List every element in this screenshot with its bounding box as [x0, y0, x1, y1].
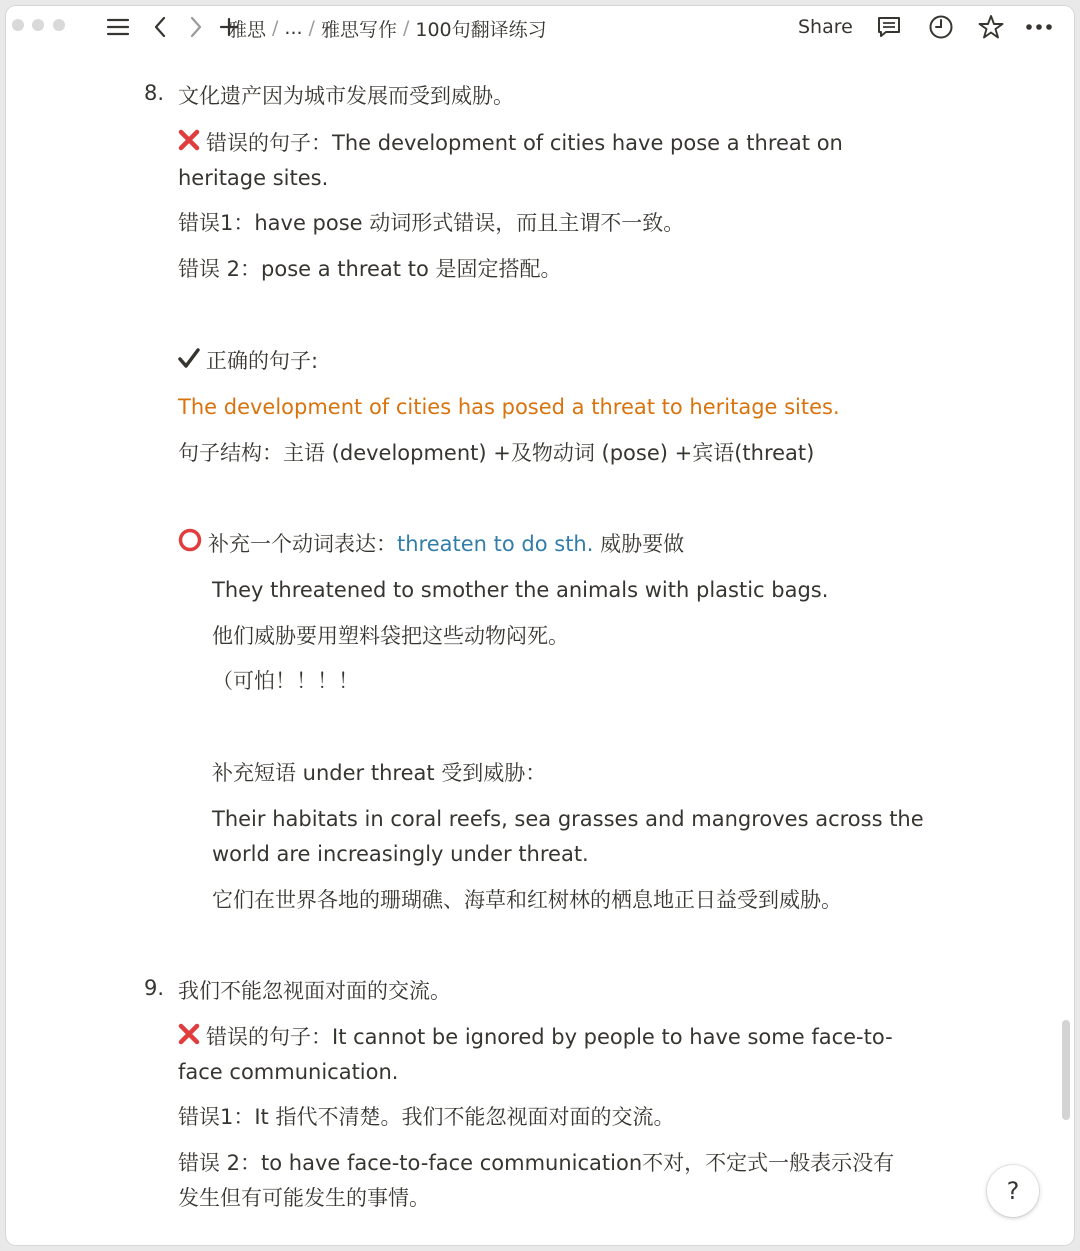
- list-item-number: 9.: [144, 976, 165, 1000]
- breadcrumb-separator: /: [272, 17, 279, 39]
- history-icon[interactable]: [926, 14, 956, 40]
- scrollbar-thumb[interactable]: [1062, 1020, 1070, 1120]
- supplement-label: 补充一个动词表达：: [208, 532, 397, 556]
- page-content: [6, 50, 1074, 1245]
- cross-mark-icon: [178, 1021, 200, 1056]
- item8-title: 文化遗产因为城市发展而受到威胁。: [178, 84, 514, 108]
- breadcrumb-item[interactable]: ...: [284, 17, 303, 39]
- correct-label: 正确的句子:: [206, 349, 319, 373]
- item9-title: 我们不能忽视面对面的交流。: [178, 979, 451, 1003]
- sentence-structure: 句子结构：主语 (development) +及物动词 (pose) +宾语(threat): [178, 441, 815, 465]
- error-note-2: 错误 2：to have face-to-face communication不对，不定式一般表示没有: [178, 1151, 895, 1175]
- share-button[interactable]: Share: [798, 16, 853, 38]
- wrong-sentence-continued: face communication.: [178, 1060, 399, 1084]
- list-item-number: 8.: [144, 81, 165, 105]
- breadcrumb: [224, 16, 551, 40]
- check-mark-icon: [178, 345, 200, 380]
- back-icon[interactable]: [150, 14, 170, 40]
- window-minimize-dot[interactable]: [32, 19, 44, 31]
- phrase-example-english: Their habitats in coral reefs, sea grasses and mangroves across the: [212, 807, 924, 831]
- star-icon[interactable]: [976, 14, 1006, 40]
- correct-sentence: The development of cities has posed a threat to heritage sites.: [178, 395, 840, 419]
- circle-mark-icon: [178, 528, 202, 563]
- wrong-label: 错误的句子：: [206, 131, 332, 155]
- error-note-2-continued: 发生但有可能发生的事情。: [178, 1186, 430, 1210]
- example-note: （可怕！！！！: [212, 669, 359, 693]
- example-english: They threatened to smother the animals with plastic bags.: [212, 578, 829, 602]
- example-chinese: 他们威胁要用塑料袋把这些动物闷死。: [212, 624, 569, 648]
- menu-icon[interactable]: [104, 14, 132, 40]
- cross-mark-icon: [178, 127, 200, 162]
- more-icon[interactable]: [1024, 14, 1054, 40]
- supplement-heading: [178, 527, 684, 563]
- phrase-example-english-continued: world are increasingly under threat.: [212, 842, 589, 866]
- window-close-dot[interactable]: [12, 19, 24, 31]
- correct-heading: [178, 344, 318, 380]
- wrong-sentence: The development of cities have pose a threat on: [332, 131, 843, 155]
- comment-icon[interactable]: [874, 14, 904, 40]
- error-note-2: 错误 2：pose a threat to 是固定搭配。: [178, 257, 562, 281]
- help-button[interactable]: ?: [987, 1165, 1039, 1217]
- forward-icon[interactable]: [186, 14, 206, 40]
- top-bar: [6, 6, 1074, 50]
- error-note-1: 错误1：It 指代不清楚。我们不能忽视面对面的交流。: [178, 1105, 675, 1129]
- error-note-1: 错误1：have pose 动词形式错误，而且主谓不一致。: [178, 211, 685, 235]
- breadcrumb-separator: /: [308, 17, 315, 39]
- window-zoom-dot[interactable]: [53, 19, 65, 31]
- breadcrumb-item[interactable]: 雅思写作: [320, 18, 397, 41]
- breadcrumb-item-current[interactable]: 100句翻译练习: [415, 18, 547, 41]
- item8-wrong-line: [178, 126, 843, 162]
- supplement-meaning: 威胁要做: [593, 532, 685, 556]
- wrong-sentence-continued: heritage sites.: [178, 166, 329, 190]
- wrong-sentence: It cannot be ignored by people to have some face-to-: [332, 1025, 893, 1049]
- breadcrumb-separator: /: [402, 17, 410, 39]
- item9-wrong-line: [178, 1020, 893, 1056]
- supplement-phrase: threaten to do sth.: [397, 532, 594, 556]
- phrase-heading: 补充短语 under threat 受到威胁：: [212, 761, 547, 785]
- phrase-example-chinese: 它们在世界各地的珊瑚礁、海草和红树林的栖息地正日益受到威胁。: [212, 888, 842, 912]
- notion-window: [6, 6, 1074, 1245]
- breadcrumb-item[interactable]: 雅思: [228, 18, 267, 41]
- wrong-label: 错误的句子：: [206, 1025, 332, 1049]
